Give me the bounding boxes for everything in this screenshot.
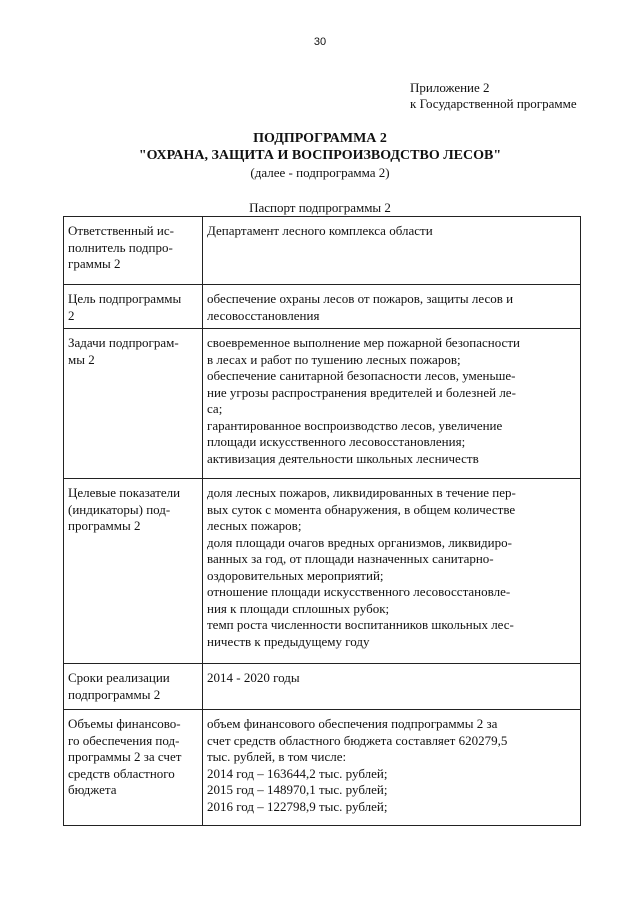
value-line: площади искусственного лесовосстановления; — [207, 434, 466, 449]
table-row — [64, 479, 581, 664]
value-line: гарантированное воспроизводство лесов, увеличение — [207, 417, 503, 433]
row-value — [203, 479, 581, 664]
row-value — [203, 285, 581, 329]
label-line: Задачи подпрограм- — [68, 335, 179, 350]
value-line: Департамент лесного комплекса области — [207, 223, 433, 238]
value-line: обеспечение санитарной безопасности лесов, уменьше- — [207, 368, 516, 383]
table-row — [64, 664, 581, 710]
table-row — [64, 217, 581, 285]
label-line: Цель подпрограммы — [68, 291, 182, 306]
row-label — [64, 710, 203, 826]
value-line: лесных пожаров; — [207, 518, 302, 533]
table-row — [64, 329, 581, 479]
value-line: доля площади очагов вредных организмов, ликвидиро- — [207, 534, 512, 550]
value-line: объем финансового обеспечения подпрограммы 2 за — [207, 716, 498, 731]
value-line: обеспечение охраны лесов от пожаров, защиты лесов и — [207, 291, 514, 306]
row-value — [203, 664, 581, 710]
appendix-note — [410, 80, 577, 112]
row-label — [64, 664, 203, 710]
row-label — [64, 285, 203, 329]
value-line: ванных за год, от площади назначенных санитарно- — [207, 551, 494, 566]
value-line: ния к площади сплошных рубок; — [207, 600, 390, 616]
value-line: доля лесных пожаров, ликвидированных в течение пер- — [207, 485, 516, 500]
label-line: го обеспечения под- — [68, 732, 180, 748]
label-line: Объемы финансово- — [68, 716, 181, 731]
label-line: программы 2 — [68, 518, 141, 533]
label-line: средств областного — [68, 765, 175, 781]
row-value — [203, 710, 581, 826]
row-label — [64, 217, 203, 285]
value-line: 2014 год – 163644,2 тыс. рублей; — [207, 765, 388, 781]
value-line: в лесах и работ по тушению лесных пожаров; — [207, 351, 461, 367]
value-line: темп роста численности воспитанников школьных лес- — [207, 617, 514, 632]
label-line: мы 2 — [68, 351, 95, 367]
label-line: Сроки реализации — [68, 670, 170, 685]
value-line: своевременное выполнение мер пожарной безопасности — [207, 335, 520, 350]
appendix-line-2: к Государственной программе — [410, 96, 577, 111]
label-line: подпрограммы 2 — [68, 686, 161, 702]
label-line: Целевые показатели — [68, 485, 181, 500]
label-line: граммы 2 — [68, 256, 121, 271]
value-line: 2014 - 2020 годы — [207, 670, 300, 685]
page-number: 30 — [313, 36, 327, 48]
value-line: са; — [207, 401, 223, 416]
value-line: тыс. рублей, в том числе: — [207, 749, 347, 764]
subprogram-title — [0, 130, 640, 181]
row-value — [203, 329, 581, 479]
table-caption: Паспорт подпрограммы 2 — [249, 200, 391, 215]
value-line: активизация деятельности школьных лесничеств — [207, 450, 479, 466]
title-line-2: "ОХРАНА, ЗАЩИТА И ВОСПРОИЗВОДСТВО ЛЕСОВ" — [138, 148, 502, 163]
label-line: (индикаторы) под- — [68, 501, 171, 517]
label-line: 2 — [68, 307, 75, 323]
label-line: бюджета — [68, 782, 117, 797]
label-line: полнитель подпро- — [68, 239, 173, 255]
value-line: отношение площади искусственного лесовосстановле- — [207, 584, 511, 599]
row-label — [64, 479, 203, 664]
title-line-3: (далее - подпрограмма 2) — [250, 165, 390, 180]
value-line: вых суток с момента обнаружения, в общем количестве — [207, 501, 516, 517]
label-line: Ответственный ис- — [68, 223, 174, 238]
value-line: счет средств областного бюджета составляет 620279,5 — [207, 732, 508, 748]
passport-table — [63, 216, 581, 826]
value-line: лесовосстановления — [207, 307, 320, 323]
value-line: 2016 год – 122798,9 тыс. рублей; — [207, 798, 388, 814]
value-line: оздоровительных мероприятий; — [207, 567, 384, 583]
value-line: ние угрозы распространения вредителей и болезней ле- — [207, 384, 516, 400]
table-row — [64, 285, 581, 329]
value-line: 2015 год – 148970,1 тыс. рублей; — [207, 782, 388, 797]
title-line-1: ПОДПРОГРАММА 2 — [253, 131, 387, 146]
value-line: ничеств к предыдущему году — [207, 633, 370, 649]
row-value — [203, 217, 581, 285]
table-row — [64, 710, 581, 826]
appendix-line-1: Приложение 2 — [410, 80, 490, 95]
row-label — [64, 329, 203, 479]
label-line: программы 2 за счет — [68, 749, 182, 764]
